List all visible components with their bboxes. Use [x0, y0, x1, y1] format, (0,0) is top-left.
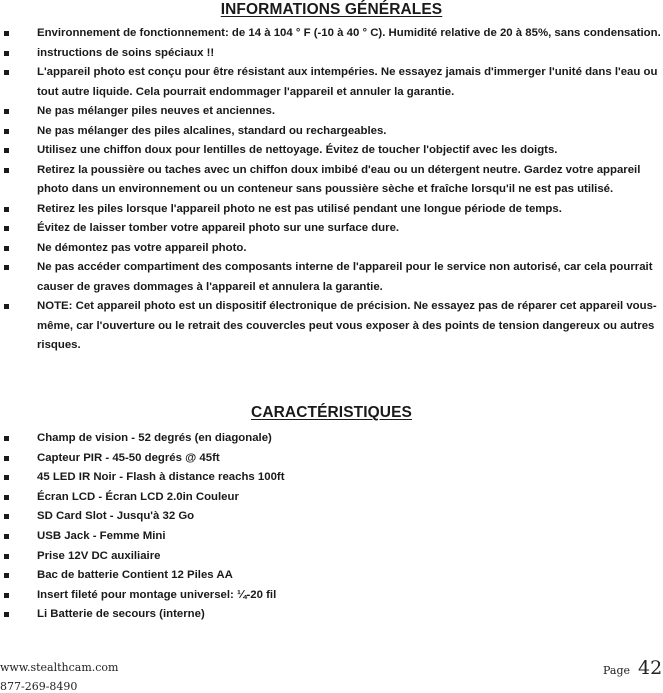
list-item: Ne pas mélanger des piles alcalines, standard ou rechargeables.	[0, 122, 663, 142]
list-item: Environnement de fonctionnement: de 14 à 104 ° F (-10 à 40 ° C). Humidité relative de 20 à 85%, sans condensation.	[0, 24, 663, 44]
list-item: USB Jack - Femme Mini	[0, 527, 663, 547]
list-item: L'appareil photo est conçu pour être résistant aux intempéries. Ne essayez jamais d'immerger l'unité dans l'eau ou tout autre liquide. Cela pourrait endommager l'appareil et annuler la garantie.	[0, 63, 663, 102]
list-item: Retirez la poussière ou taches avec un chiffon doux imbibé d'eau ou un détergent neutre. Gardez votre appareil photo dans un environnement ou un conteneur sans poussière sèche et fraîche lorsqu'il ne est pas utilisé.	[0, 161, 663, 200]
list-item: Écran LCD - Écran LCD 2.0in Couleur	[0, 488, 663, 508]
list-item: Ne pas mélanger piles neuves et anciennes.	[0, 102, 663, 122]
page-number: 42	[638, 657, 663, 679]
footer-page-label: Page	[603, 664, 631, 677]
general-info-heading: INFORMATIONS GÉNÉRALES	[220, 1, 443, 18]
list-item: Retirez les piles lorsque l'appareil photo ne est pas utilisé pendant une longue période de temps.	[0, 200, 663, 220]
list-item: Utilisez une chiffon doux pour lentilles de nettoyage. Évitez de toucher l'objectif avec les doigts.	[0, 141, 663, 161]
list-item: Ne pas accéder compartiment des composants interne de l'appareil pour le service non autorisé, car cela pourrait causer de graves dommages à l'appareil et annulera la garantie.	[0, 258, 663, 297]
list-item: SD Card Slot - Jusqu'à 32 Go	[0, 507, 663, 527]
list-item: Capteur PIR - 45-50 degrés @ 45ft	[0, 449, 663, 469]
general-info-list	[0, 24, 663, 356]
list-item: Li Batterie de secours (interne)	[0, 605, 663, 625]
list-item: Prise 12V DC auxiliaire	[0, 547, 663, 567]
features-list	[0, 429, 663, 625]
list-item: Champ de vision - 52 degrés (en diagonale)	[0, 429, 663, 449]
footer-url: www.stealthcam.com	[0, 661, 119, 674]
list-item: NOTE: Cet appareil photo est un dispositif électronique de précision. Ne essayez pas de réparer cet appareil vous-même, car l'ouverture ou le retrait des couvercles peut vous exposer à des points de tension dangereux ou autres risques.	[0, 297, 663, 356]
features-heading: CARACTÉRISTIQUES	[251, 404, 412, 421]
list-item: instructions de soins spéciaux !!	[0, 44, 663, 64]
list-item: Ne démontez pas votre appareil photo.	[0, 239, 663, 259]
list-item: Bac de batterie Contient 12 Piles AA	[0, 566, 663, 586]
footer-phone: 877-269-8490	[0, 680, 78, 693]
list-item: Évitez de laisser tomber votre appareil photo sur une surface dure.	[0, 219, 663, 239]
list-item: 45 LED IR Noir - Flash à distance reachs 100ft	[0, 468, 663, 488]
list-item: Insert fileté pour montage universel: ¼-20 fil	[0, 586, 663, 606]
